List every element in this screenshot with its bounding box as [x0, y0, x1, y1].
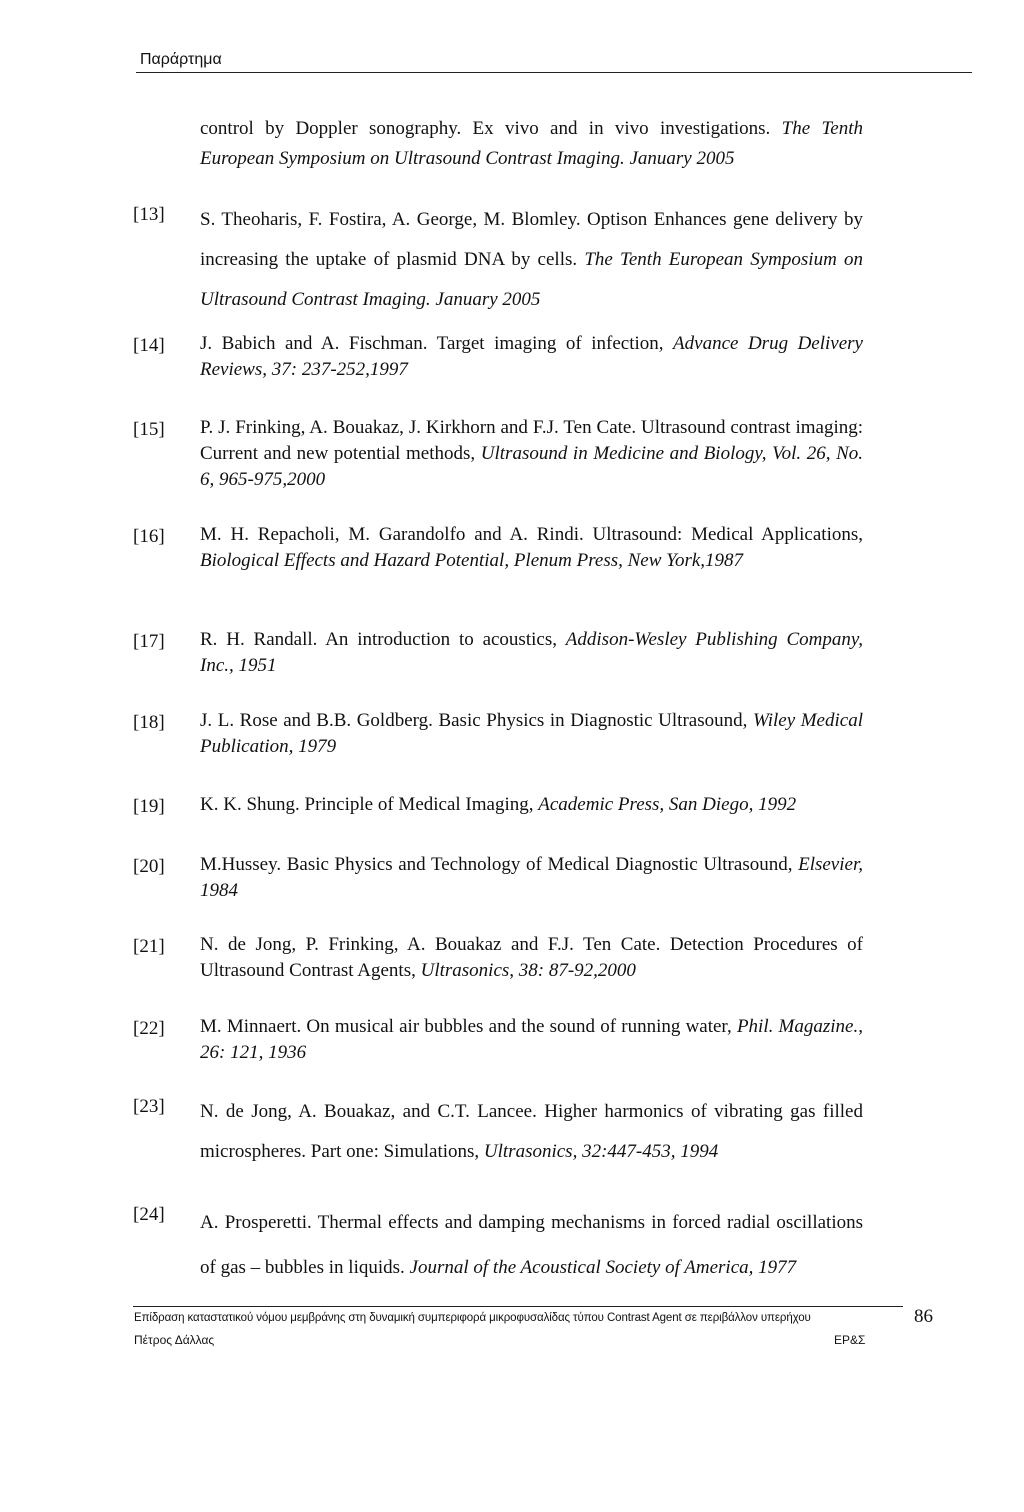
reference-citation: K. K. Shung. Principle of Medical Imaging, [200, 794, 539, 815]
reference-text [200, 792, 863, 818]
reference-number: [16] [133, 526, 165, 547]
reference-source: The Tenth European Symposium on Ultrasound Contrast Imaging. January 2005 [200, 118, 863, 169]
reference-source: Ultrasonics, 32:447-453, 1994 [483, 1141, 719, 1162]
reference-number: [15] [133, 419, 165, 440]
reference-text [200, 1092, 863, 1172]
reference-citation: R. H. Randall. An introduction to acoustics, [200, 629, 566, 650]
reference-citation: J. L. Rose and B.B. Goldberg. Basic Physics in Diagnostic Ultrasound, [200, 710, 753, 731]
reference-number: [23] [133, 1096, 165, 1117]
reference-source: Wiley Medical Publication, 1979 [200, 710, 863, 757]
reference-citation: M. Minnaert. On musical air bubbles and the sound of running water, [200, 1016, 737, 1037]
reference-number: [13] [133, 204, 165, 225]
reference-text [200, 708, 863, 760]
reference-citation: N. de Jong, A. Bouakaz, and C.T. Lancee. Higher harmonics of vibrating gas filled microspheres. Part one: Simulations, [200, 1101, 863, 1162]
reference-text [200, 522, 863, 574]
footer-rule [133, 1306, 903, 1307]
footer-thesis-title: Επίδραση καταστατικού νόμου μεμβράνης στη δυναμική συμπεριφορά μικροφυσαλίδας τύπου Contrast Agent σε περιβάλλον υπερήχου [134, 1312, 811, 1324]
running-header: Παράρτημα [140, 51, 222, 68]
reference-source: Academic Press, San Diego, 1992 [538, 794, 797, 815]
reference-text [200, 200, 863, 320]
reference-number: [20] [133, 856, 165, 877]
reference-text [200, 114, 863, 174]
reference-text [200, 932, 863, 984]
reference-citation: J. Babich and A. Fischman. Target imaging of infection, [200, 333, 674, 354]
reference-source: The Tenth European Symposium on Ultrasound Contrast Imaging. January 2005 [200, 249, 863, 310]
reference-source: Advance Drug Delivery Reviews, 37: 237-252,1997 [200, 333, 863, 380]
reference-number: [14] [133, 335, 165, 356]
reference-text [200, 1014, 863, 1066]
footer-author: Πέτρος Δάλλας [134, 1333, 215, 1347]
reference-text [200, 331, 863, 383]
footer-organization: ΕΡ&Σ [834, 1333, 866, 1347]
page-number: 86 [914, 1306, 933, 1327]
reference-text [200, 627, 863, 679]
reference-number: [22] [133, 1018, 165, 1039]
reference-number: [21] [133, 936, 165, 957]
reference-source: Elsevier, 1984 [200, 854, 863, 901]
reference-source: Addison-Wesley Publishing Company, Inc., 1951 [200, 629, 863, 676]
reference-text [200, 1200, 863, 1290]
reference-source: Phil. Magazine., 26: 121, 1936 [200, 1016, 863, 1063]
reference-source: Ultrasound in Medicine and Biology, Vol. 26, No. 6, 965-975,2000 [200, 443, 864, 490]
reference-citation: N. de Jong, P. Frinking, A. Bouakaz and F.J. Ten Cate. Detection Procedures of Ultrasound Contrast Agents, [200, 934, 863, 981]
reference-number: [19] [133, 796, 165, 817]
reference-number: [18] [133, 712, 165, 733]
reference-citation: S. Theoharis, F. Fostira, A. George, M. Blomley. Optison Enhances gene delivery by increasing the uptake of plasmid DNA by cells. [200, 209, 863, 270]
reference-source: Ultrasonics, 38: 87-92,2000 [420, 960, 636, 981]
reference-number: [24] [133, 1204, 165, 1225]
reference-source: Biological Effects and Hazard Potential, Plenum Press, New York,1987 [200, 550, 744, 571]
reference-citation: P. J. Frinking, A. Bouakaz, J. Kirkhorn and F.J. Ten Cate. Ultrasound contrast imaging: Current and new potential methods, [200, 417, 863, 464]
reference-text [200, 852, 863, 904]
reference-number: [17] [133, 631, 165, 652]
reference-source: Journal of the Acoustical Society of America, 1977 [409, 1257, 797, 1278]
reference-citation: M.Hussey. Basic Physics and Technology of Medical Diagnostic Ultrasound, [200, 854, 799, 875]
reference-citation: M. H. Repacholi, M. Garandolfo and A. Rindi. Ultrasound: Medical Applications, [200, 524, 863, 545]
reference-citation: A. Prosperetti. Thermal effects and damping mechanisms in forced radial oscillations of gas – bubbles in liquids. [200, 1212, 863, 1278]
reference-citation: control by Doppler sonography. Ex vivo and in vivo investigations. [200, 118, 782, 139]
reference-text [200, 415, 863, 493]
